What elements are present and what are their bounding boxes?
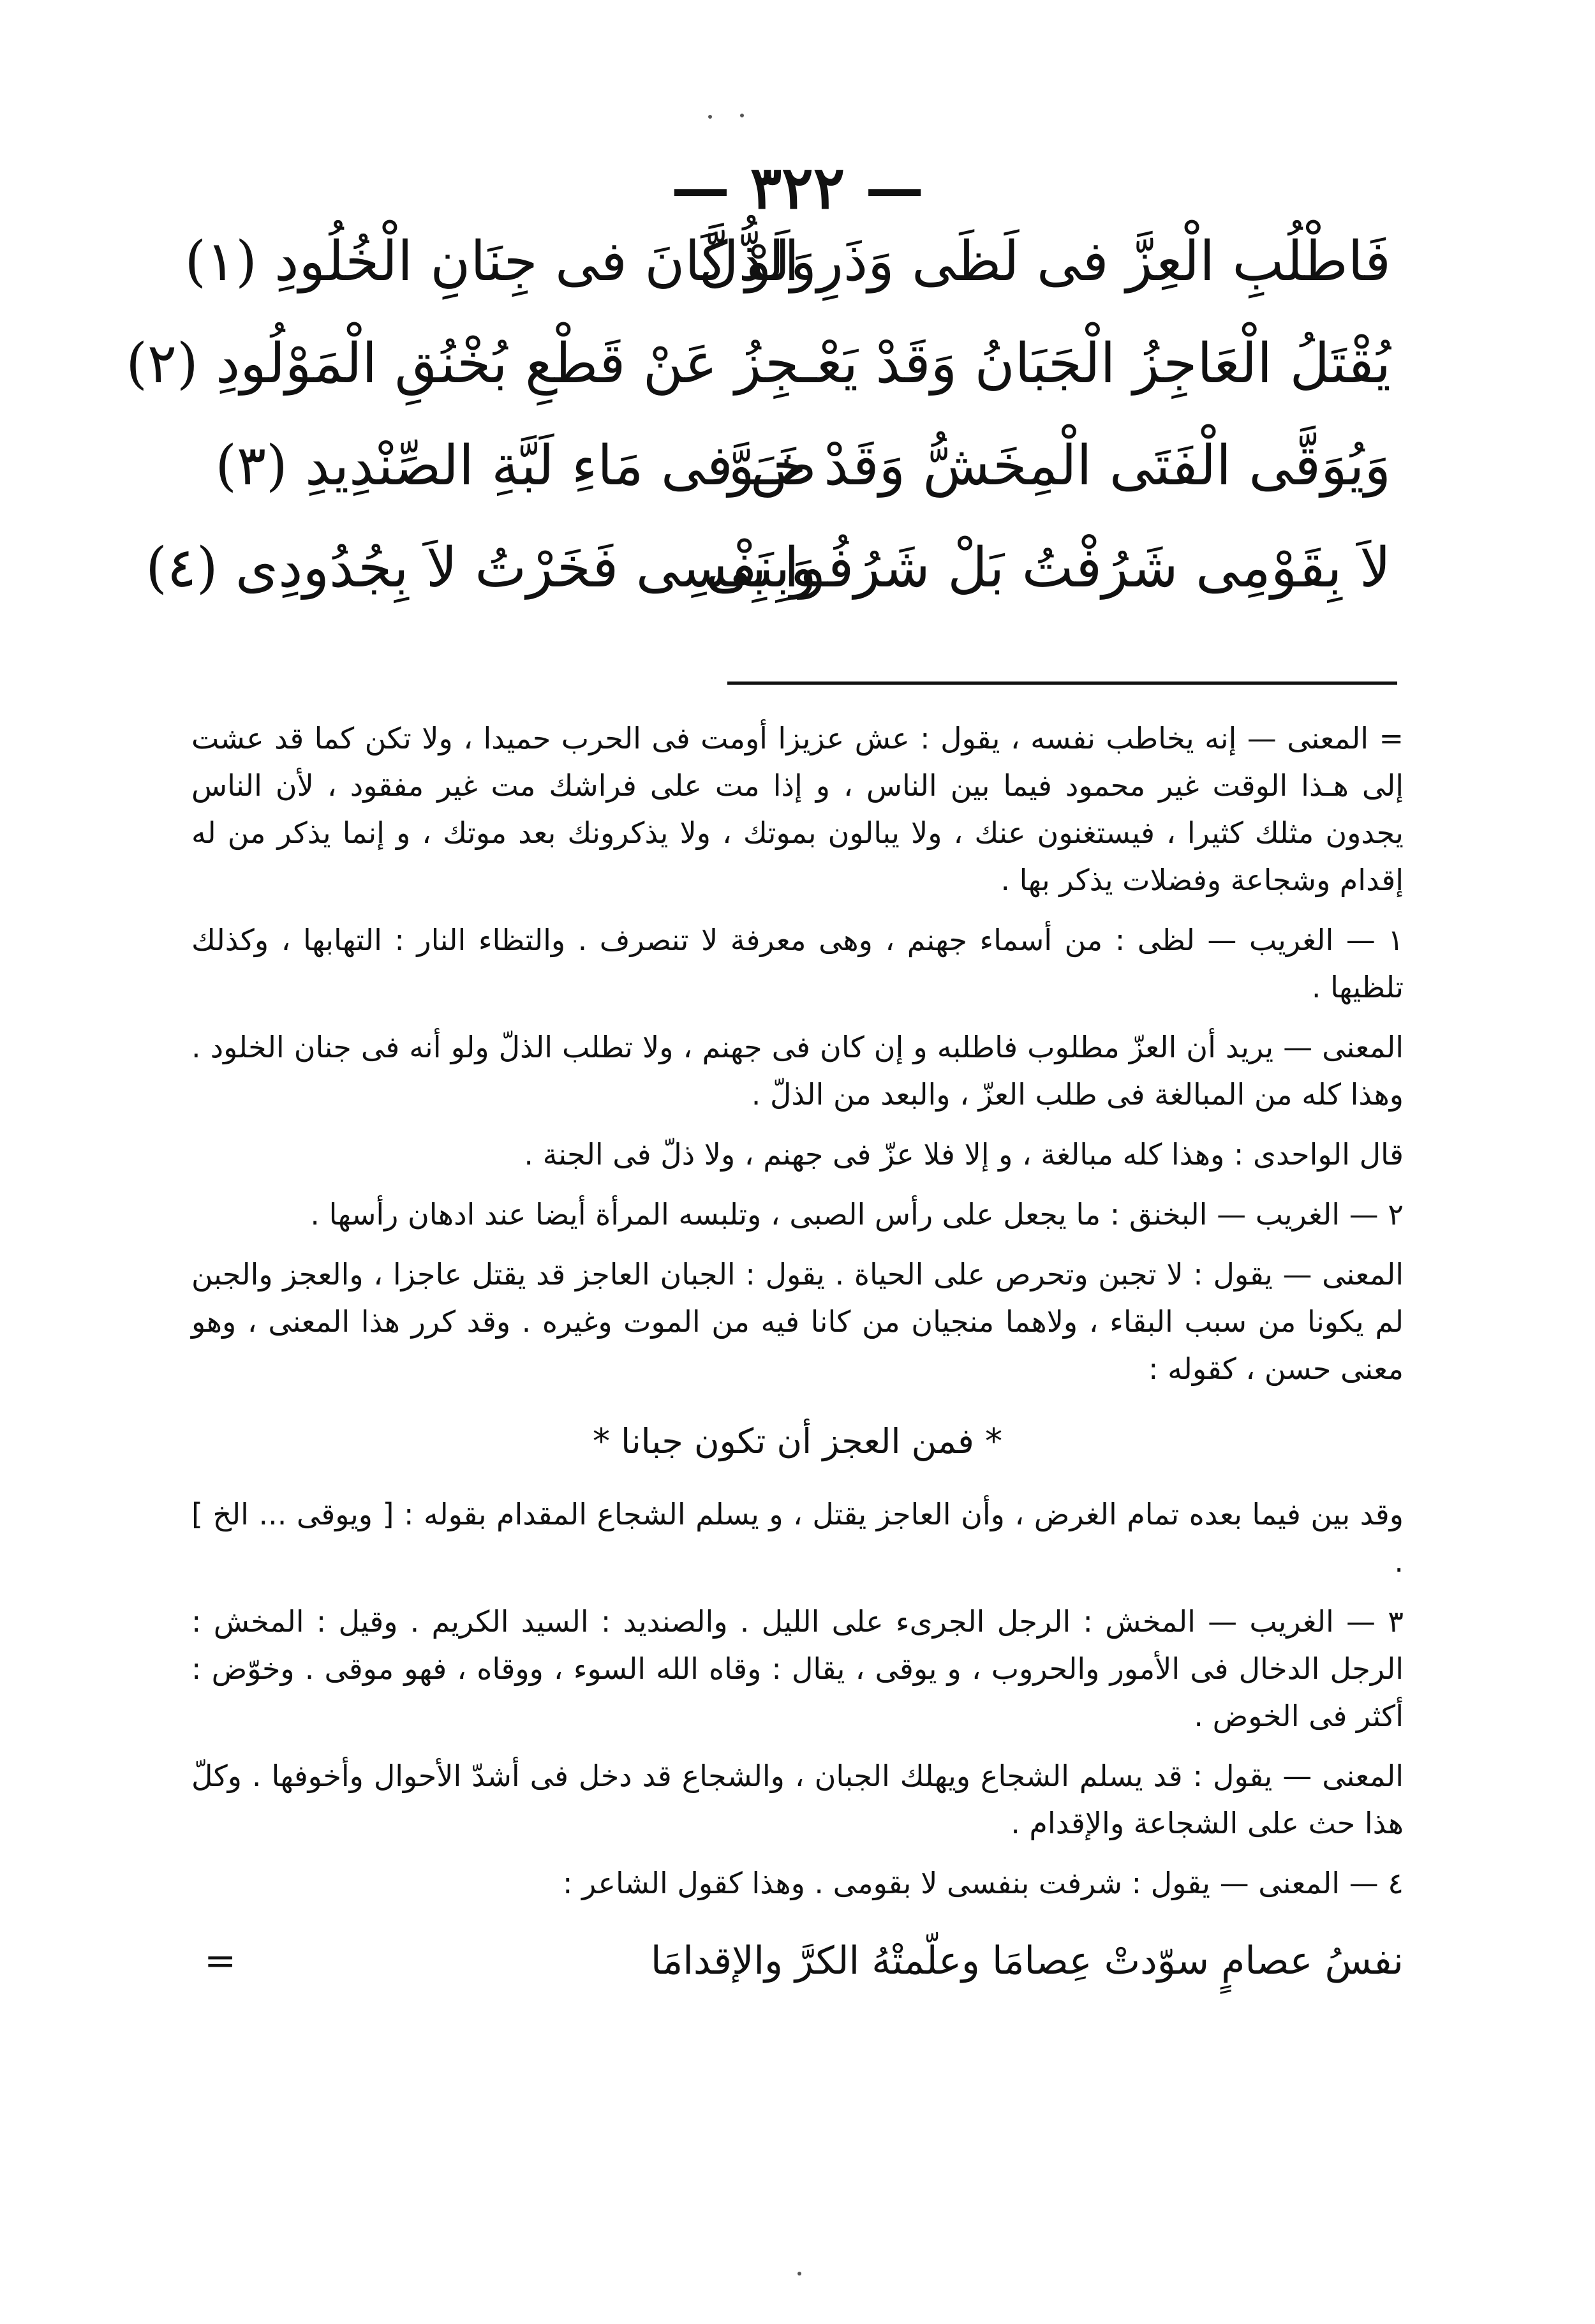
- commentary: [191, 715, 1404, 1996]
- commentary-paragraph: المعنى — يقول : قد يسلم الشجاع ويهلك الجبان ، والشجاع قد دخل فى أشدّ الأحوال وأخوفها . وكلّ هذا حث على الشجاعة والإقدام .: [191, 1759, 1404, 1840]
- verse-line: [145, 517, 1391, 619]
- commentary-paragraph: وقد بين فيما بعده تمام الغرض ، وأن العاجز يقتل ، و يسلم الشجاع المقدام بقوله : [ ويوقى ... الخ ] .: [191, 1497, 1404, 1579]
- quoted-hemistich: * فمن العجز أن تكون جبانا *: [593, 1421, 1002, 1461]
- verse-second-hemistich: ضَ فى مَاءِ لَبَّةِ الصِّنْدِيدِ (٣): [215, 434, 817, 498]
- verse-second-hemistich: ـجِزُ عَنْ قَطْعِ بُخْنُقِ الْمَوْلُودِ (٢): [126, 332, 817, 396]
- verse-first-hemistich: يُقْتَلُ الْعَاجِزُ الْجَبَانُ وَقَدْ يَعْـ: [800, 332, 1391, 396]
- verse-first-hemistich: وَيُوَقَّى الْفَتَى الْمِخَشُّ وَقَدْ خَـوَّ: [728, 434, 1391, 498]
- verse-first-hemistich: لاَ بِقَوْمِى شَرُفْتُ بَلْ شَرُفُوا بِى: [705, 536, 1391, 600]
- separator-rule: [727, 682, 1397, 685]
- continuation-mark: =: [204, 1939, 237, 1983]
- commentary-paragraph: ٢ — الغريب — البخنق : ما يجعل على رأس الصبى ، وتلبسه المرأة أيضا عند ادهان رأسها .: [310, 1197, 1404, 1232]
- verse-second-hemistich: وَلَوْ كَانَ فى جِنَانِ الْخُلُودِ (١): [184, 230, 817, 294]
- poem-verses: [126, 211, 1391, 619]
- commentary-paragraph: المعنى — يريد أن العزّ مطلوب فاطلبه و إن كان فى جهنم ، ولا تطلب الذلّ ولو أنه فى جنان الخلود . وهذا كله من المبالغة فى طلب العزّ ، والبعد من الذلّ .: [191, 1030, 1404, 1112]
- commentary-paragraph: المعنى — يقول : لا تجبن وتحرص على الحياة . يقول : الجبان العاجز قد يقتل عاجزا ، والعجز والجبن لم يكونا من سبب البقاء ، ولاهما منجيان من كانا فيه من الموت وغيره . وقد كرر هذا المعنى ، وهو معنى حسن ، كقوله :: [191, 1257, 1404, 1386]
- print-speck: [708, 115, 712, 119]
- verse-first-hemistich: فَاطْلُبِ الْعِزَّ فى لَظَى وَذَرِ الذُّلَّ: [699, 230, 1391, 294]
- commentary-paragraph: قال الواحدى : وهذا كله مبالغة ، و إلا فلا عزّ فى جهنم ، ولا ذلّ فى الجنة .: [524, 1137, 1404, 1172]
- closing-verse-line: [191, 1926, 1404, 1996]
- verse-line: [204, 415, 1391, 517]
- print-speck: [740, 114, 744, 117]
- page-number: — ٣٢٢ —: [671, 153, 924, 222]
- commentary-paragraph: = المعنى — إنه يخاطب نفسه ، يقول : عش عزيزا أومت فى الحرب حميدا ، ولا تكن كما قد عشت إلى هـذا الوقت غير محمود فيما بين الناس ، و إذا مت على فراشك مت غير مفقود ، لأن الناس يجدون مثلك كثيرا ، فيستغنون عنك ، ولا يبالون بموتك ، ولا يذكرونك بعد موتك ، و إنما يذكر من له إقدام وشجاعة وفضلات يذكر بها .: [191, 721, 1404, 897]
- commentary-paragraph: ٤ — المعنى — يقول : شرفت بنفسى لا بقومى . وهذا كقول الشاعر :: [563, 1866, 1404, 1900]
- verse-line: [126, 313, 1391, 415]
- commentary-paragraph: ٣ — الغريب — المخش : الرجل الجرىء على الليل . والصنديد : السيد الكريم . وقيل : المخش : الرجل الدخال فى الأمور والحروب ، و يوقى ، يقال : وقاه الله السوء ، ووقاه ، فهو موقى . وخوّض : أكثر فى الخوض .: [191, 1604, 1404, 1733]
- verse-line: [184, 211, 1391, 313]
- closing-verse: نفسُ عصامٍ سوّدتْ عِصامَا وعلّمتْهُ الكرَّ والإقدامَا: [650, 1939, 1404, 1983]
- verse-second-hemistich: وَبِنَفْسِى فَخَرْتُ لاَ بِجُدُودِى (٤): [145, 536, 817, 600]
- print-speck: [798, 2272, 801, 2276]
- commentary-paragraph: ١ — الغريب — لظى : من أسماء جهنم ، وهى معرفة لا تنصرف . والتظاء النار : التهابها ، وكذلك تلظيها .: [191, 923, 1404, 1004]
